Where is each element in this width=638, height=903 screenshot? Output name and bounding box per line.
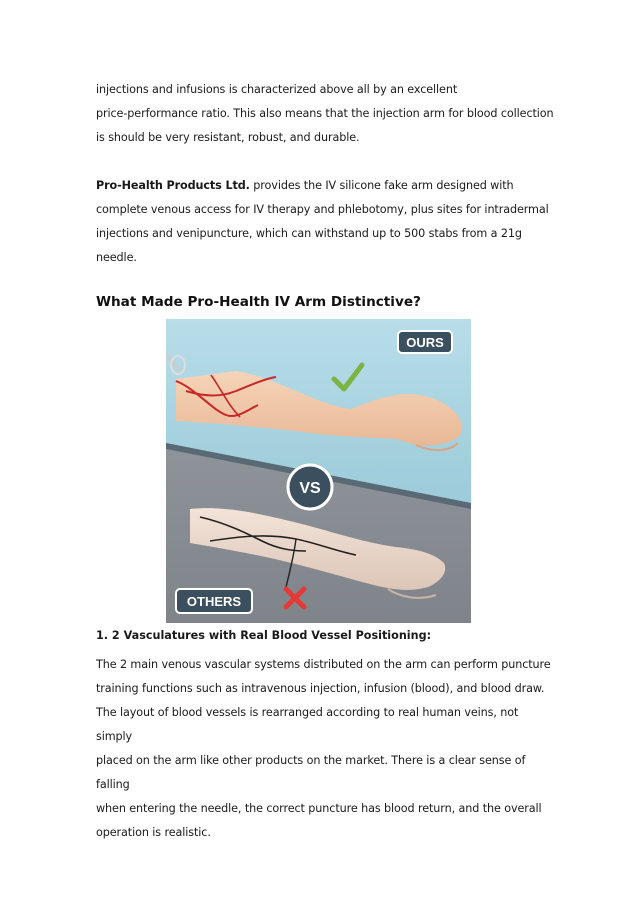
section-1-line-2: training functions such as intravenous injection, infusion (blood), and blood draw. xyxy=(96,682,545,695)
ours-label: OURS xyxy=(406,335,444,350)
vs-label: VS xyxy=(299,480,321,497)
section-1-line-6: operation is realistic. xyxy=(96,826,211,839)
vs-badge xyxy=(288,465,332,509)
section-heading: What Made Pro-Health IV Arm Distinctive? xyxy=(96,294,421,310)
company-line-2: complete venous access for IV therapy and phlebotomy, plus sites for intradermal xyxy=(96,203,549,216)
intro-line-1: injections and infusions is characterized above all by an excellent xyxy=(96,83,458,96)
section-1-line-4: placed on the arm like other products on the market. There is a clear sense of falling xyxy=(96,754,526,791)
others-label: OTHERS xyxy=(186,594,242,609)
section-1-title: 1. 2 Vasculatures with Real Blood Vessel Positioning: xyxy=(96,629,432,642)
intro-line-2: price-performance ratio. This also means that the injection arm for blood collection xyxy=(96,107,554,120)
section-1-line-5: when entering the needle, the correct puncture has blood return, and the overall xyxy=(96,802,542,815)
company-line-3: injections and venipuncture, which can withstand up to 500 stabs from a 21g xyxy=(96,227,522,240)
company-line-1: provides the IV silicone fake arm designed with xyxy=(249,179,514,192)
company-name: Pro-Health Products Ltd. xyxy=(96,179,250,192)
company-line-4: needle. xyxy=(96,251,137,264)
ours-badge xyxy=(398,331,452,353)
company-paragraph xyxy=(96,174,556,270)
section-1-line-3: The layout of blood vessels is rearranged according to real human veins, not simply xyxy=(96,706,519,743)
section-1-body xyxy=(96,653,556,845)
intro-paragraph xyxy=(96,78,556,150)
others-badge xyxy=(176,589,252,613)
section-1-line-1: The 2 main venous vascular systems distributed on the arm can perform puncture xyxy=(96,658,551,671)
intro-line-3: is should be very resistant, robust, and durable. xyxy=(96,131,360,144)
comparison-image xyxy=(166,319,471,623)
